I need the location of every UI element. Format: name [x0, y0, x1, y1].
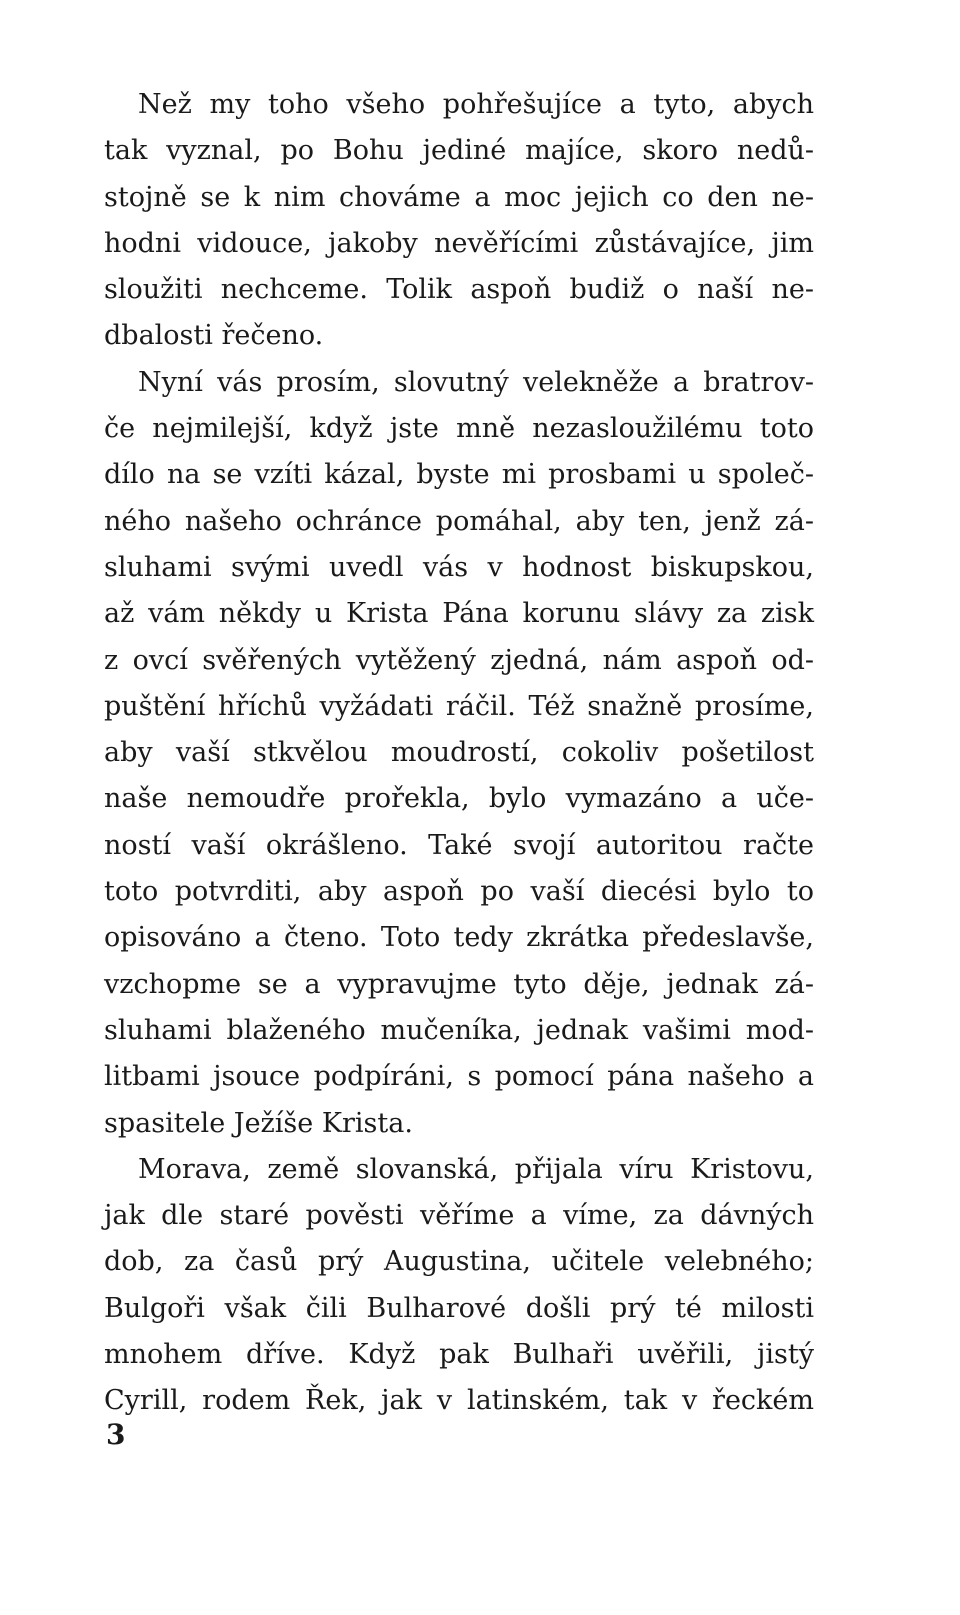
- text-line: dbalosti řečeno.: [104, 320, 324, 352]
- page-number: 3: [106, 1418, 126, 1451]
- paragraph-2: [104, 360, 814, 1147]
- text-line: jak dle staré pověsti věříme a víme, za dávných: [104, 1200, 814, 1232]
- text-line: dob, za časů prý Augustina, učitele velebného;: [104, 1246, 814, 1278]
- paragraph-1: [104, 82, 814, 360]
- text-line: Než my toho všeho pohřešujíce a tyto, abych: [138, 89, 814, 120]
- text-line: toto potvrditi, aby aspoň po vaší diecési bylo to: [104, 876, 814, 908]
- text-line: mnohem dříve. Když pak Bulhaři uvěřili, jistý: [104, 1339, 814, 1371]
- text-line: spasitele Ježíše Krista.: [104, 1107, 413, 1139]
- text-line: opisováno a čteno. Toto tedy zkrátka předeslavše,: [104, 922, 814, 954]
- text-line: puštění hříchů vyžádati ráčil. Též snažně prosíme,: [104, 690, 814, 722]
- text-line: tak vyznal, po Bohu jediné majíce, skoro nedů-: [104, 135, 814, 167]
- body-text: [104, 82, 814, 1425]
- text-line: litbami jsouce podpíráni, s pomocí pána našeho a: [104, 1061, 814, 1093]
- text-line: Nyní vás prosím, slovutný velekněže a bratrov-: [138, 366, 814, 398]
- text-line: sloužiti nechceme. Tolik aspoň budiž o naší ne-: [104, 274, 814, 306]
- text-line: hodni vidouce, jakoby nevěřícími zůstávajíce, jim: [104, 227, 814, 259]
- text-line: Cyrill, rodem Řek, jak v latinském, tak v řeckém: [104, 1385, 814, 1417]
- paragraph-3: [104, 1147, 814, 1425]
- text-line: naše nemoudře prořekla, bylo vymazáno a uče-: [104, 783, 814, 815]
- text-line: až vám někdy u Krista Pána korunu slávy za zisk: [104, 598, 814, 630]
- text-line: Bulgoři však čili Bulharové došli prý té milosti: [104, 1292, 814, 1324]
- text-line: sluhami svými uvedl vás v hodnost biskupskou,: [104, 551, 814, 583]
- text-line: aby vaší stkvělou moudrostí, cokoliv pošetilost: [104, 737, 814, 769]
- text-line: stojně se k nim chováme a moc jejich co den ne-: [104, 181, 814, 213]
- text-line: z ovcí svěřených vytěžený zjedná, nám aspoň od-: [104, 644, 814, 676]
- text-line: sluhami blaženého mučeníka, jednak vašimi mod-: [104, 1014, 814, 1046]
- text-line: vzchopme se a vypravujme tyto děje, jednak zá-: [104, 968, 814, 1000]
- text-line: če nejmilejší, když jste mně nezasloužilému toto: [104, 413, 814, 445]
- text-line: ností vaší okrášleno. Také svojí autoritou račte: [104, 829, 814, 861]
- text-line: dílo na se vzíti kázal, byste mi prosbami u společ-: [104, 459, 814, 491]
- text-line: ného našeho ochránce pomáhal, aby ten, jenž zá-: [104, 505, 814, 537]
- text-line: Morava, země slovanská, přijala víru Kristovu,: [138, 1153, 814, 1185]
